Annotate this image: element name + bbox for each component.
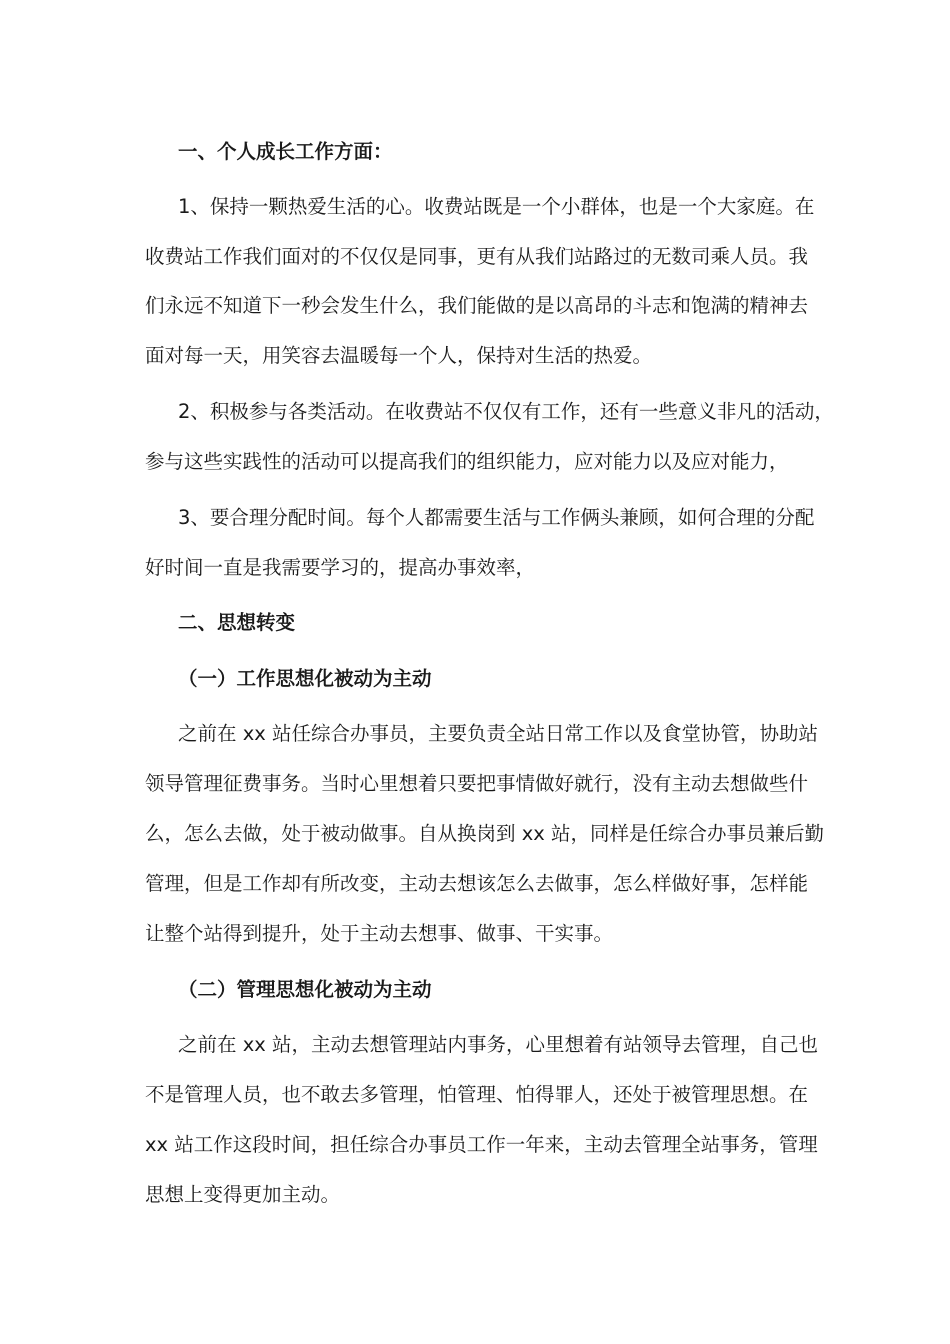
- paragraph-line: 3、要合理分配时间。每个人都需要生活与工作俩头兼顾，如何合理的分配: [178, 506, 815, 529]
- paragraph-line: 思想上变得更加主动。: [145, 1183, 341, 1206]
- paragraph-line: 面对每一天，用笑容去温暖每一个人，保持对生活的热爱。: [145, 344, 653, 367]
- paragraph-line: 么，怎么去做，处于被动做事。自从换岗到 xx 站，同样是任综合办事员兼后勤: [145, 822, 824, 845]
- paragraph-line: 管理，但是工作却有所改变，主动去想该怎么去做事，怎么样做好事，怎样能: [145, 872, 809, 895]
- paragraph-line: 领导管理征费事务。当时心里想着只要把事情做好就行，没有主动去想做些什: [145, 772, 809, 795]
- paragraph-line: 之前在 xx 站任综合办事员，主要负责全站日常工作以及食堂协管，协助站: [178, 722, 818, 745]
- paragraph-line: 收费站工作我们面对的不仅仅是同事，更有从我们站路过的无数司乘人员。我: [145, 245, 809, 268]
- subsection-heading-1: （一）工作思想化被动为主动: [178, 667, 432, 690]
- paragraph-line: 不是管理人员，也不敢去多管理，怕管理、怕得罪人，还处于被管理思想。在: [145, 1083, 809, 1106]
- paragraph-line: 1、保持一颗热爱生活的心。收费站既是一个小群体，也是一个大家庭。在: [178, 195, 815, 218]
- paragraph-line: 让整个站得到提升，处于主动去想事、做事、干实事。: [145, 922, 614, 945]
- paragraph-line: 好时间一直是我需要学习的，提高办事效率，: [145, 556, 536, 579]
- subsection-heading-2: （二）管理思想化被动为主动: [178, 978, 432, 1001]
- paragraph-line: 之前在 xx 站，主动去想管理站内事务，心里想着有站领导去管理，自己也: [178, 1033, 818, 1056]
- paragraph-line: 参与这些实践性的活动可以提高我们的组织能力，应对能力以及应对能力，: [145, 450, 789, 473]
- paragraph-line: 2、积极参与各类活动。在收费站不仅仅有工作，还有一些意义非凡的活动，: [178, 400, 834, 423]
- section-heading-1: 一、个人成长工作方面：: [178, 140, 393, 163]
- paragraph-line: xx 站工作这段时间，担任综合办事员工作一年来，主动去管理全站事务，管理: [145, 1133, 818, 1156]
- paragraph-line: 们永远不知道下一秒会发生什么，我们能做的是以高昂的斗志和饱满的精神去: [145, 294, 809, 317]
- section-heading-2: 二、思想转变: [178, 611, 296, 634]
